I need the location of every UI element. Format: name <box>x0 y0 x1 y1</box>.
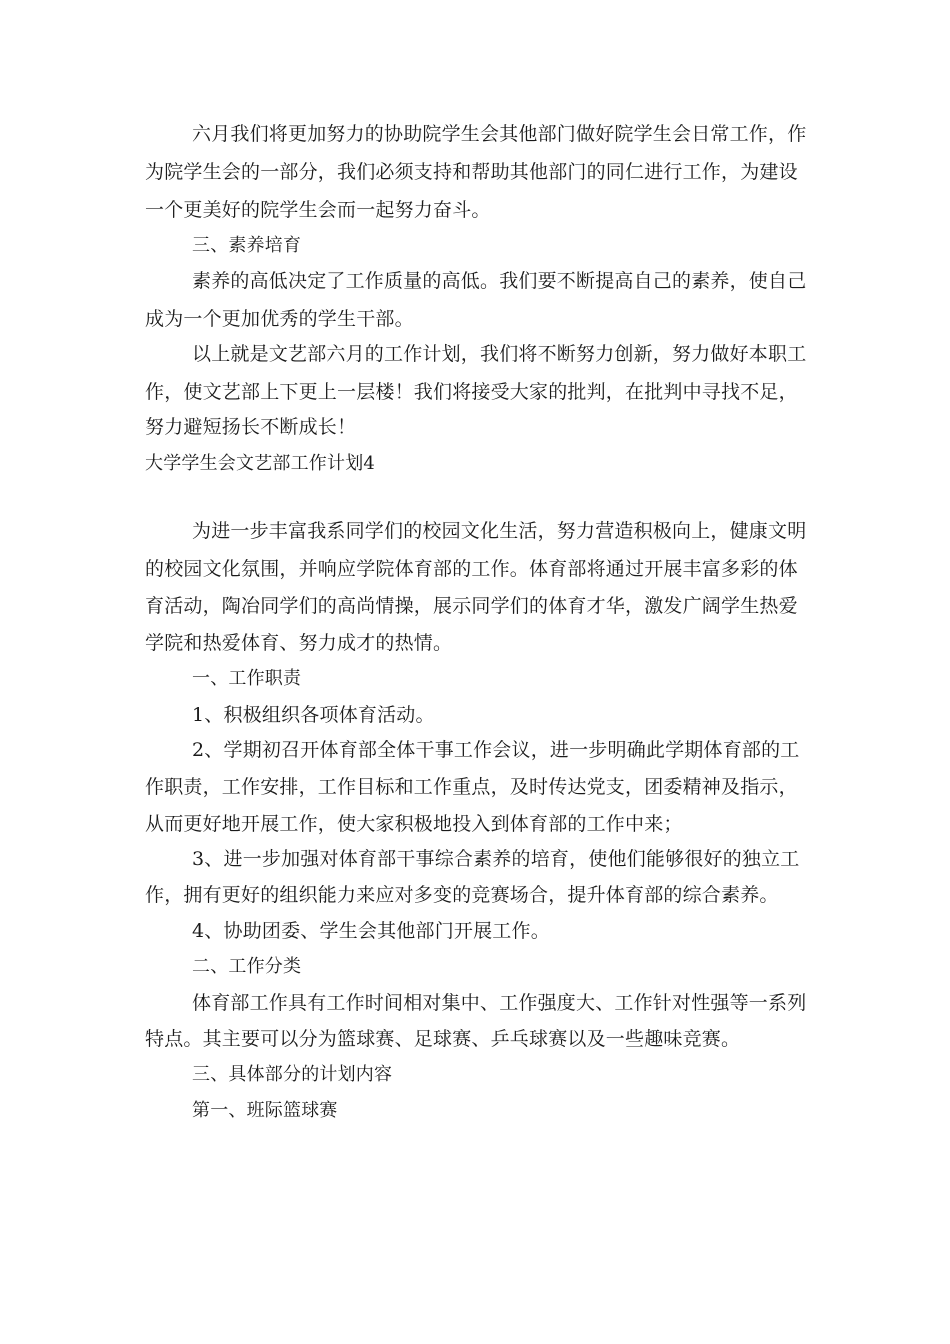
paragraph-line: 学院和热爱体育、努力成才的热情。 <box>145 632 453 654</box>
section-heading: 三、具体部分的计划内容 <box>192 1064 393 1085</box>
paragraph-line: 以上就是文艺部六月的工作计划，我们将不断努力创新，努力做好本职工 <box>192 343 807 365</box>
list-item: 2、学期初召开体育部全体干事工作会议，进一步明确此学期体育部的工 <box>192 739 800 761</box>
paragraph-line: 的校园文化氛围，并响应学院体育部的工作。体育部将通过开展丰富多彩的体 <box>145 558 798 580</box>
list-item: 4、协助团委、学生会其他部门开展工作。 <box>192 920 550 942</box>
list-item: 作，拥有更好的组织能力来应对多变的竞赛场合，提升体育部的综合素养。 <box>145 884 779 906</box>
paragraph-line: 素养的高低决定了工作质量的高低。我们要不断提高自己的素养，使自己 <box>192 270 807 292</box>
section-heading: 一、工作职责 <box>192 668 302 689</box>
sub-heading: 第一、班际篮球赛 <box>192 1100 338 1121</box>
document-title: 大学学生会文艺部工作计划4 <box>145 453 376 474</box>
paragraph-line: 特点。其主要可以分为篮球赛、足球赛、乒乓球赛以及一些趣味竞赛。 <box>145 1028 741 1050</box>
paragraph-line: 成为一个更加优秀的学生干部。 <box>145 308 414 330</box>
section-heading: 三、素养培育 <box>192 235 302 256</box>
section-heading: 二、工作分类 <box>192 956 302 977</box>
paragraph-line: 体育部工作具有工作时间相对集中、工作强度大、工作针对性强等一系列 <box>192 992 807 1014</box>
paragraph-line: 一个更美好的院学生会而一起努力奋斗。 <box>145 199 491 221</box>
list-item: 1、积极组织各项体育活动。 <box>192 704 435 726</box>
list-item: 作职责，工作安排，工作目标和工作重点，及时传达党支，团委精神及指示， <box>145 776 798 798</box>
paragraph-line: 六月我们将更加努力的协助院学生会其他部门做好院学生会日常工作，作 <box>192 123 807 145</box>
list-item: 3、进一步加强对体育部干事综合素养的培育，使他们能够很好的独立工 <box>192 848 800 870</box>
paragraph-line: 作，使文艺部上下更上一层楼！我们将接受大家的批判，在批判中寻找不足， <box>145 381 798 403</box>
paragraph-line: 育活动，陶冶同学们的高尚情操，展示同学们的体育才华，激发广阔学生热爱 <box>145 595 798 617</box>
paragraph-line: 为进一步丰富我系同学们的校园文化生活，努力营造积极向上，健康文明 <box>192 520 807 542</box>
list-item: 从而更好地开展工作，使大家积极地投入到体育部的工作中来； <box>145 813 683 835</box>
paragraph-line: 为院学生会的一部分，我们必须支持和帮助其他部门的同仁进行工作，为建设 <box>145 161 798 183</box>
paragraph-line: 努力避短扬长不断成长！ <box>145 416 357 438</box>
